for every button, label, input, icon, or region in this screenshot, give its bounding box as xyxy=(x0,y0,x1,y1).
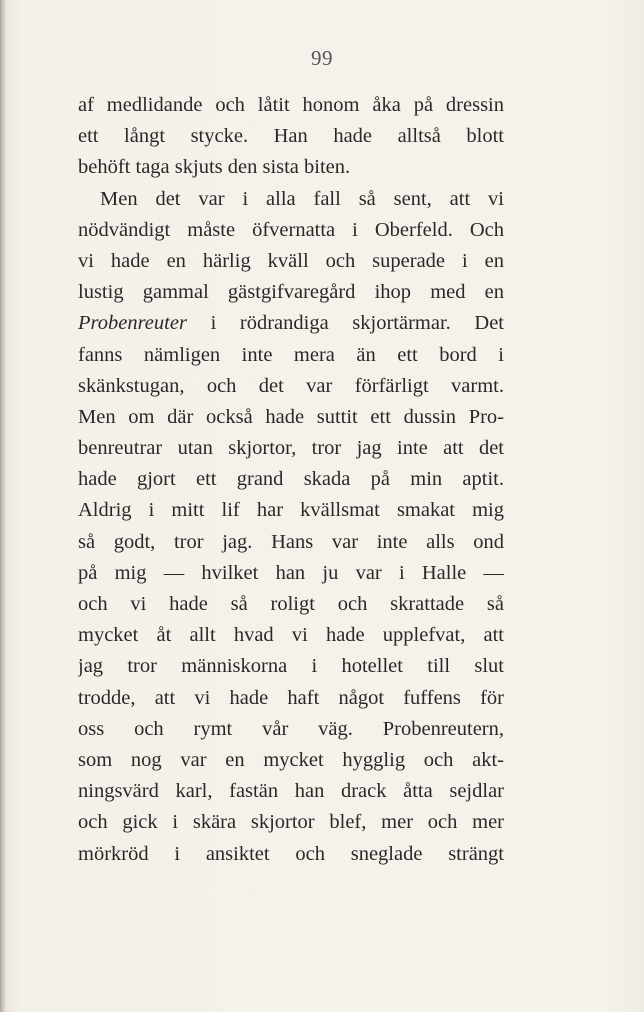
text-line: lustig gammal gästgifvaregård ihop med en xyxy=(78,281,504,304)
italic-word: Probenreuter xyxy=(78,312,187,335)
text-line: på mig — hvilket han ju var i Halle — xyxy=(78,561,504,584)
text-line: och gick i skära skjortor blef, mer och mer xyxy=(78,811,504,834)
text-line-paragraph-start: Men det var i alla fall så sent, att vi xyxy=(100,187,504,210)
text-line: mycket åt allt hvad vi hade upplefvat, att xyxy=(78,624,504,647)
page-number: 99 xyxy=(311,46,333,70)
text-line: som nog var en mycket hygglig och akt- xyxy=(78,748,504,771)
text-line: mörkröd i ansiktet och sneglade strängt xyxy=(78,842,504,865)
text-line: nödvändigt måste öfvernatta i Oberfeld. Och xyxy=(78,218,504,241)
text-line: ningsvärd karl, fastän han drack åtta sejdlar xyxy=(78,780,504,803)
text-line: oss och rymt vår väg. Probenreutern, xyxy=(78,717,504,740)
text-line: så godt, tror jag. Hans var inte alls ond xyxy=(78,530,504,553)
page-binding-edge xyxy=(0,0,6,1012)
text-line-rest: i rödrandiga skjortärmar. Det xyxy=(210,312,504,335)
text-line: Aldrig i mitt lif har kvällsmat smakat mig xyxy=(78,499,504,522)
text-line: vi hade en härlig kväll och superade i en xyxy=(78,249,504,272)
text-line: trodde, att vi hade haft något fuffens för xyxy=(78,686,504,709)
text-line: och vi hade så roligt och skrattade så xyxy=(78,593,504,615)
text-line: fanns nämligen inte mera än ett bord i xyxy=(78,343,504,366)
text-line: jag tror människorna i hotellet till slut xyxy=(78,655,504,678)
text-line: ett långt stycke. Han hade alltså blott xyxy=(78,125,504,148)
text-line: af medlidande och låtit honom åka på dressin xyxy=(78,94,504,116)
text-line-with-italic xyxy=(78,308,504,339)
text-line: hade gjort ett grand skada på min aptit. xyxy=(78,468,504,491)
text-line: skänkstugan, och det var förfärligt varmt. xyxy=(78,374,504,397)
text-line: benreutrar utan skjortor, tror jag inte att det xyxy=(78,437,504,460)
text-line: behöft taga skjuts den sista biten. xyxy=(78,156,351,179)
body-text xyxy=(78,90,504,870)
text-line: Men om där också hade suttit ett dussin Pro- xyxy=(78,405,504,428)
